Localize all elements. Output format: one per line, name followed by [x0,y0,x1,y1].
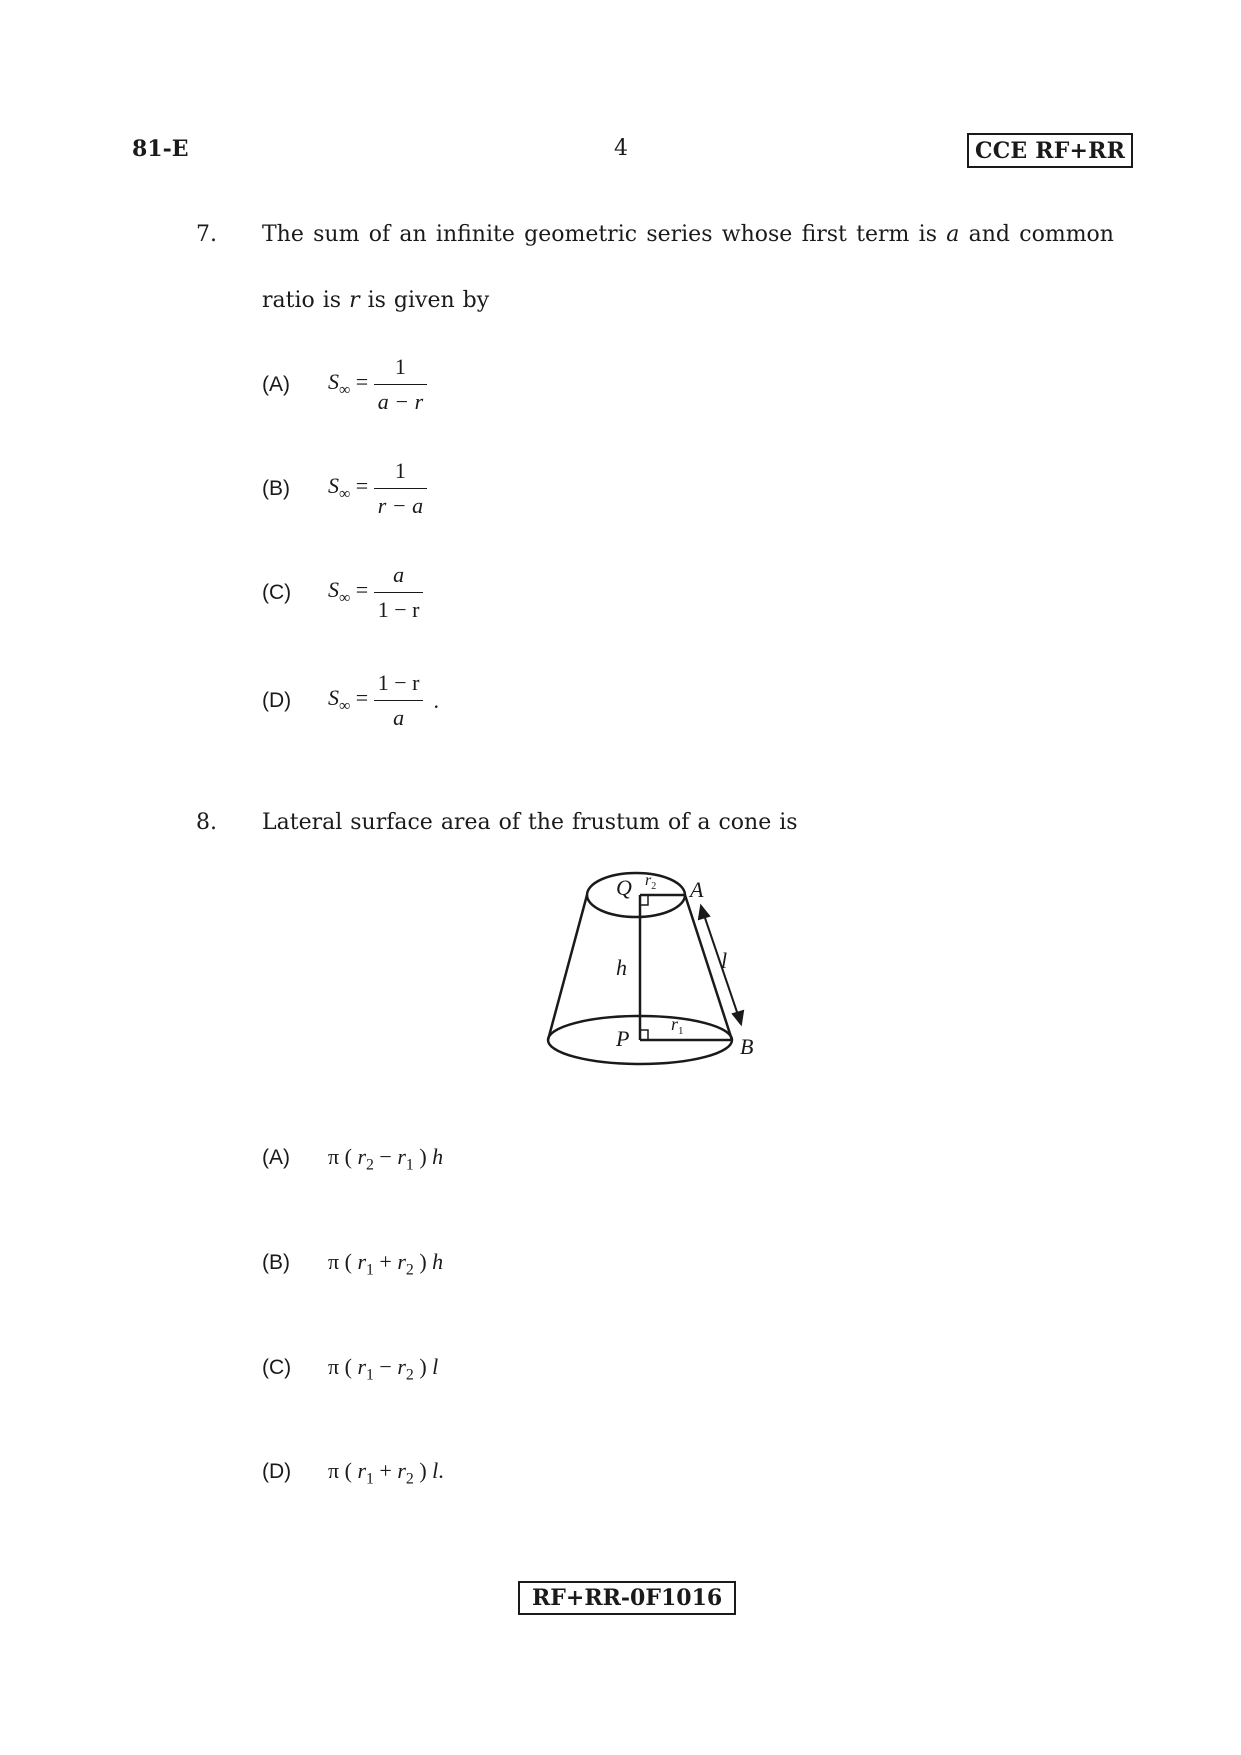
multiplier: h [432,1249,444,1274]
pi-symbol: π [328,1354,340,1379]
term-2-sub: 2 [405,1470,414,1488]
close-paren: ) [419,1354,427,1379]
q8-option-a[interactable] [262,1144,443,1174]
close-paren: ) [419,1458,427,1483]
label-B: B [740,1034,754,1059]
term-1-var: r [357,1354,366,1379]
open-paren: ( [344,1249,352,1274]
close-paren: ) [419,1249,427,1274]
option-eq: = [355,369,369,395]
multiplier: h [432,1144,444,1169]
close-paren: ) [419,1144,427,1169]
label-r2: $r_2$ [645,872,657,892]
page-number: 4 [614,136,628,161]
term-2-sub: 2 [405,1261,414,1279]
footer-code: RF+RR-0F1016 [518,1581,736,1615]
question-7-text-line2 [262,288,489,313]
option-label: (C) [262,1356,292,1379]
question-8-text: Lateral surface area of the frustum of a cone is [262,810,798,835]
question-7-line2-prefix: ratio is [262,288,342,313]
term-1-sub: 1 [366,1261,374,1279]
option-lhs: S [328,685,339,711]
operator: + [379,1458,392,1483]
term-1-sub: 1 [366,1470,374,1488]
option-lhs: S [328,577,339,603]
paper-code-left: 81-E [132,136,189,162]
option-sub: ∞ [339,381,351,399]
option-eq: = [355,685,369,711]
q8-option-c[interactable] [262,1354,438,1384]
q7-option-b[interactable] [262,458,427,519]
pi-symbol: π [328,1458,340,1483]
question-7-text-line1 [262,222,1114,247]
term-2-sub: 2 [405,1366,414,1384]
label-r1: $r_1$ [671,1014,684,1037]
option-sub: ∞ [339,485,351,503]
option-eq: = [355,577,369,603]
q8-option-b[interactable] [262,1249,443,1279]
option-lhs: S [328,473,339,499]
operator: − [379,1144,392,1169]
question-7-number: 7. [196,222,217,247]
operator: − [379,1354,392,1379]
variable-r: r [349,288,360,313]
option-numerator: 1 [394,458,406,483]
multiplier: l [432,1354,439,1379]
paper-code-right: CCE RF+RR [967,133,1133,168]
term-2-sub: 1 [405,1156,414,1174]
label-A: A [690,877,704,902]
term-1-sub: 1 [366,1366,374,1384]
label-h: h [616,955,627,980]
variable-a: a [946,222,960,247]
option-lhs: S [328,369,339,395]
operator: + [379,1249,392,1274]
option-label: (B) [262,1251,290,1274]
term-2-var: r [397,1249,406,1274]
q7-option-c[interactable] [262,562,423,623]
option-label: (C) [262,580,292,604]
term-1-sub: 2 [366,1156,374,1174]
term-1-var: r [357,1144,366,1169]
label-l: l [721,948,728,973]
term-1-var: r [357,1458,366,1483]
pi-symbol: π [328,1144,340,1169]
option-sub: ∞ [339,589,351,607]
option-numerator: a [393,562,405,587]
label-P: P [616,1026,630,1051]
question-8-number: 8. [196,810,217,835]
term-2-var: r [397,1458,406,1483]
q7-option-a[interactable] [262,354,427,415]
open-paren: ( [344,1144,352,1169]
open-paren: ( [344,1354,352,1379]
option-label: (A) [262,372,290,396]
pi-symbol: π [328,1249,340,1274]
label-Q: Q [616,875,632,900]
open-paren: ( [344,1458,352,1483]
option-eq: = [355,473,369,499]
question-7-line2-suffix: is given by [367,288,490,313]
multiplier: l [432,1458,439,1483]
option-label: (D) [262,1460,292,1483]
question-7-line1-tail: and common [968,222,1114,247]
q7-option-d[interactable] [262,670,439,731]
option-denominator: a [374,700,424,731]
option-label: (D) [262,688,292,712]
option-label: (B) [262,476,290,500]
option-numerator: 1 − r [377,670,420,695]
frustum-figure [540,865,780,1075]
option-denominator: 1 − r [374,592,424,623]
q8-option-d[interactable] [262,1458,444,1488]
option-tail: . [433,687,439,713]
option-denominator: a − r [374,384,427,415]
option-numerator: 1 [394,354,406,379]
option-label: (A) [262,1146,290,1169]
option-denominator: r − a [374,488,427,519]
question-7-line1: The sum of an infinite geometric series whose first term is [262,222,937,247]
option-sub: ∞ [339,697,351,715]
option-tail: . [438,1458,444,1483]
term-2-var: r [397,1144,406,1169]
term-1-var: r [357,1249,366,1274]
left-slant [548,895,587,1040]
term-2-var: r [397,1354,406,1379]
